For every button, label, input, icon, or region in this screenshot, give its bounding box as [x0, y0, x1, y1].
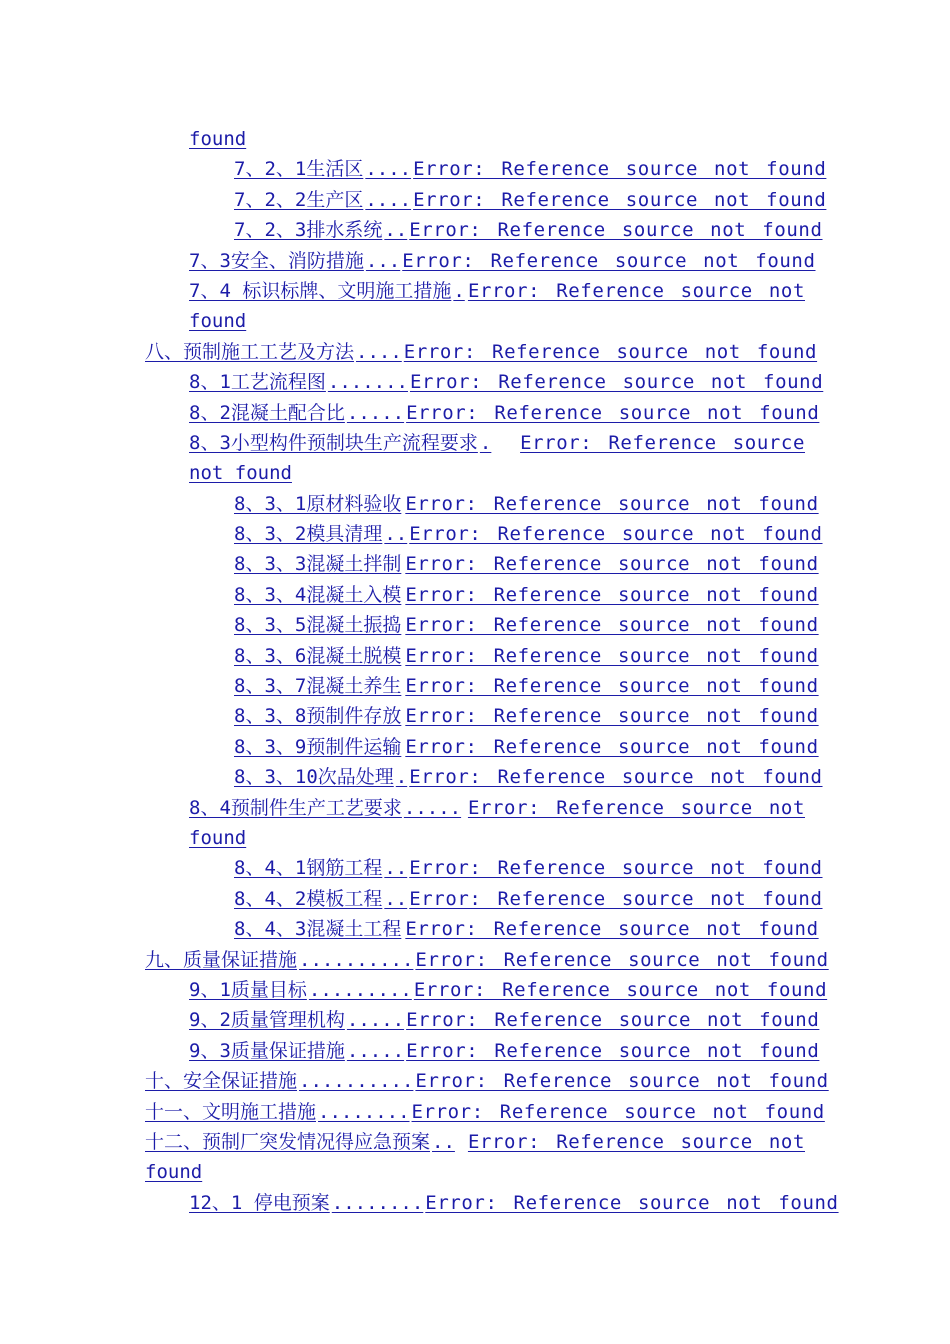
toc-entry-page-ref: Error: Reference source not found: [425, 1191, 839, 1214]
toc-entry-title: 8、3、10次品处理: [234, 766, 394, 789]
toc-entry-page-ref: Error: Reference source not found: [413, 188, 827, 211]
toc-entry-continuation-text: not found: [189, 462, 292, 485]
toc-entry-title: 九、质量保证措施: [145, 948, 298, 971]
toc-entry-link[interactable]: [0, 215, 950, 245]
toc-entry-continuation-text: found: [145, 1161, 203, 1184]
toc-entry-title: 7、2、3排水系统: [234, 219, 383, 242]
toc-entry-link[interactable]: [0, 549, 950, 579]
toc-entry-link[interactable]: [0, 945, 950, 975]
toc-entry-title: 十二、预制厂突发情况得应急预案: [145, 1130, 431, 1153]
toc-entry-link[interactable]: [0, 1066, 950, 1096]
toc-entry-page-ref: Error: Reference source not found: [409, 857, 823, 880]
toc-entry-page-ref: Error: Reference source not found: [409, 371, 824, 394]
toc-entry-title: 8、4、3混凝土工程: [234, 918, 402, 941]
toc-entry-continuation[interactable]: [0, 458, 950, 488]
toc-entry-link[interactable]: [0, 641, 950, 671]
toc-entry-page-ref: Error: Reference source not found: [411, 1100, 825, 1123]
toc-entry-link[interactable]: [0, 428, 950, 458]
toc-entry-page-ref: Error: Reference source not found: [405, 644, 819, 667]
toc-entry-leader: ....: [365, 188, 412, 211]
toc-entry-leader: ..: [384, 219, 408, 242]
toc-entry-title: 8、3、1原材料验收: [234, 492, 402, 515]
toc-entry-leader: ..: [384, 857, 408, 880]
toc-entry-page-ref: Error: Reference source not: [467, 796, 805, 819]
toc-entry-leader: .: [453, 279, 465, 302]
toc-entry-link[interactable]: [0, 853, 950, 883]
toc-entry-page-ref: Error: Reference source not found: [403, 340, 818, 363]
toc-entry-link[interactable]: [0, 793, 950, 823]
toc-entry-page-ref: Error: Reference source: [520, 431, 805, 454]
toc-entry-title: 8、3、4混凝土入模: [234, 583, 402, 606]
toc-entry-title: 8、4预制件生产工艺要求: [189, 796, 402, 819]
toc-entry-leader: ..: [384, 523, 408, 546]
toc-entry-page-ref: Error: Reference source not found: [413, 978, 828, 1001]
toc-entry-link[interactable]: [0, 884, 950, 914]
toc-entry-title: 十、安全保证措施: [145, 1070, 298, 1093]
toc-entry-title: 8、3、6混凝土脱模: [234, 644, 402, 667]
toc-entry-page-ref: Error: Reference source not found: [405, 675, 819, 698]
toc-entry-page-ref: Error: Reference source not: [467, 1130, 805, 1153]
toc-entry-page-ref: Error: Reference source not found: [409, 219, 823, 242]
toc-entry-leader: .: [479, 431, 492, 454]
toc-entry-leader: ..: [432, 1130, 455, 1153]
toc-entry-title: 8、3、9预制件运输: [234, 735, 402, 758]
toc-entry-link[interactable]: [0, 1127, 950, 1157]
toc-entry-title: 8、1工艺流程图: [189, 371, 326, 394]
toc-entry-link[interactable]: [0, 1097, 950, 1127]
toc-entry-page-ref: Error: Reference source not found: [406, 401, 820, 424]
toc-entry-leader: ....: [356, 340, 402, 363]
toc-entry-title: 8、4、1钢筋工程: [234, 857, 383, 880]
toc-entry-leader: .....: [403, 796, 462, 819]
toc-entry-page-ref: Error: Reference source not found: [405, 583, 819, 606]
toc-entry-title: 八、预制施工工艺及方法: [145, 340, 355, 363]
toc-entry-link[interactable]: [0, 1036, 950, 1066]
toc-entry-page-ref: Error: Reference source not found: [406, 1009, 820, 1032]
toc-entry-leader: ........: [331, 1191, 424, 1214]
toc-entry-page-ref: Error: Reference source not found: [402, 249, 816, 272]
toc-entry-title: 9、2质量管理机构: [189, 1009, 345, 1032]
toc-entry-leader: ...: [365, 249, 401, 272]
toc-entry-link[interactable]: [0, 610, 950, 640]
toc-entry-page-ref: Error: Reference source not found: [405, 735, 819, 758]
toc-entry-page-ref: Error: Reference source not found: [409, 523, 823, 546]
toc-entry-link[interactable]: [0, 154, 950, 184]
toc-entry-link[interactable]: [0, 519, 950, 549]
toc-entry-link[interactable]: [0, 975, 950, 1005]
toc-entry-link[interactable]: [0, 398, 950, 428]
toc-entry-leader: ..: [384, 887, 408, 910]
toc-entry-link[interactable]: [0, 914, 950, 944]
toc-entry-leader: .....: [346, 1039, 405, 1062]
toc-entry-page-ref: Error: Reference source not found: [409, 766, 823, 789]
toc-entry-title: 9、1质量目标: [189, 978, 307, 1001]
toc-entry-title: 7、2、1生活区: [234, 158, 364, 181]
toc-entry-title: 十一、文明施工措施: [145, 1100, 317, 1123]
toc-entry-title: 9、3质量保证措施: [189, 1039, 345, 1062]
toc-entry-title: 8、3小型构件预制块生产流程要求: [189, 431, 478, 454]
toc-entry-title: 8、3、3混凝土拌制: [234, 553, 402, 576]
toc-entry-continuation-text: found: [189, 826, 247, 849]
toc-entry-leader: .....: [346, 1009, 405, 1032]
toc-entry-page-ref: Error: Reference source not found: [405, 492, 819, 515]
toc-entry-title: 7、3安全、消防措施: [189, 249, 364, 272]
toc-entry-continuation[interactable]: [0, 306, 950, 336]
toc-entry-link[interactable]: [0, 489, 950, 519]
toc-entry-continuation[interactable]: [0, 823, 950, 853]
toc-entry-link[interactable]: [0, 367, 950, 397]
toc-entry-title: 8、3、2模具清理: [234, 523, 383, 546]
toc-entry-continuation-text: found: [189, 310, 247, 333]
toc-entry-link[interactable]: [0, 701, 950, 731]
toc-entry-title: 8、3、8预制件存放: [234, 705, 402, 728]
toc-entry-page-ref: Error: Reference source not found: [405, 553, 819, 576]
toc-entry-leader: .......: [327, 371, 408, 394]
toc-entry-link[interactable]: [0, 762, 950, 792]
table-of-contents: [0, 124, 950, 1218]
toc-entry-leader: ....: [365, 158, 412, 181]
toc-entry-leader: .........: [308, 978, 412, 1001]
toc-entry-link[interactable]: [0, 1005, 950, 1035]
toc-entry-page-ref: Error: Reference source not found: [406, 1039, 820, 1062]
toc-entry-link[interactable]: [0, 246, 950, 276]
toc-entry-continuation-text: found: [189, 128, 247, 150]
toc-entry-link[interactable]: [0, 337, 950, 367]
toc-entry-page-ref: Error: Reference source not found: [405, 918, 819, 941]
toc-entry-page-ref: Error: Reference source not found: [409, 887, 823, 910]
toc-entry-page-ref: Error: Reference source not found: [405, 614, 819, 637]
toc-entry-page-ref: Error: Reference source not found: [415, 1070, 829, 1093]
toc-entry-title: 12、1 停电预案: [189, 1191, 330, 1214]
toc-entry-link[interactable]: [0, 580, 950, 610]
toc-entry-link[interactable]: [0, 671, 950, 701]
toc-entry-title: 8、2混凝土配合比: [189, 401, 345, 424]
toc-entry-link[interactable]: [0, 732, 950, 762]
toc-entry-link[interactable]: [0, 1188, 950, 1218]
toc-entry-title: 8、4、2模板工程: [234, 887, 383, 910]
toc-entry-page-ref: Error: Reference source not found: [413, 158, 827, 181]
toc-entry-page-ref: Error: Reference source not found: [415, 948, 829, 971]
toc-entry-title: 8、3、5混凝土振捣: [234, 614, 402, 637]
toc-entry-leader: ..........: [299, 948, 414, 971]
toc-entry-continuation[interactable]: [0, 1157, 950, 1187]
toc-entry-link[interactable]: [0, 276, 950, 306]
toc-entry-link[interactable]: [0, 185, 950, 215]
toc-entry-continuation[interactable]: [0, 124, 950, 154]
toc-entry-leader: .....: [346, 401, 405, 424]
toc-entry-page-ref: Error: Reference source not found: [405, 705, 819, 728]
toc-entry-page-ref: Error: Reference source not: [467, 279, 805, 302]
toc-entry-title: 7、4 标识标牌、文明施工措施: [189, 279, 452, 302]
toc-entry-leader: ..........: [299, 1070, 414, 1093]
toc-entry-leader: ........: [318, 1100, 410, 1123]
toc-entry-title: 8、3、7混凝土养生: [234, 675, 402, 698]
toc-entry-title: 7、2、2生产区: [234, 188, 364, 211]
toc-entry-leader: .: [395, 766, 408, 789]
